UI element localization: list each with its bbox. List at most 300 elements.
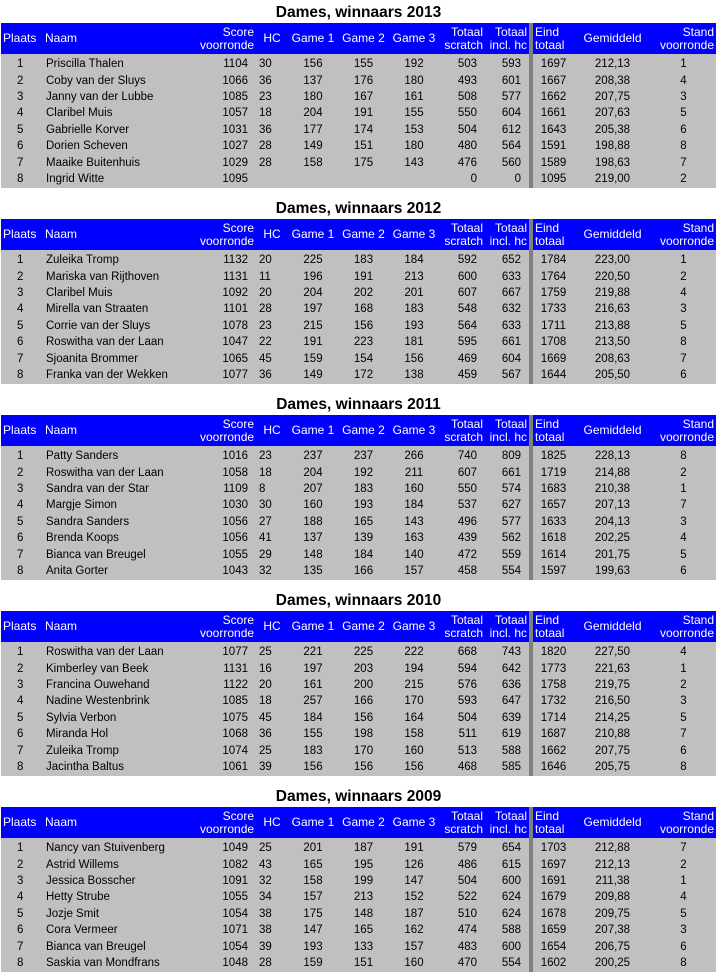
header-gemiddeld [574,23,651,54]
header-stand-voorronde-text: voorronde [659,625,714,640]
cell-naam: Corrie van der Sluys [43,318,198,334]
cell-plaats: 4 [1,693,43,709]
cell-gemiddeld: 207,38 [574,922,651,938]
cell-totaal-scratch: 0 [439,171,485,188]
cell-game-2: 223 [338,334,389,350]
cell-totaal-incl-hc: 627 [485,497,531,513]
cell-game-2: 199 [338,873,389,889]
cell-totaal-incl-hc: 577 [485,514,531,530]
cell-gemiddeld: 228,13 [574,446,651,464]
header-stand-voorronde-text: Stand [682,612,714,627]
cell-totaal-scratch: 522 [439,889,485,905]
cell-game-2: 165 [338,922,389,938]
cell-game-3: 160 [389,481,439,497]
header-plaats [1,611,43,642]
cell-totaal-incl-hc: 554 [485,563,531,580]
header-game-2-text: Game 2 [342,227,385,241]
cell-game-1: 159 [288,955,338,972]
cell-stand-voorronde: 3 [651,693,716,709]
table-row [1,889,716,905]
cell-plaats: 4 [1,105,43,121]
cell-score-voorronde: 1104 [198,54,256,72]
results-table [1,219,716,384]
cell-game-2: 203 [338,660,389,676]
cell-score-voorronde: 1043 [198,563,256,580]
cell-score-voorronde: 1077 [198,367,256,384]
cell-score-voorronde: 1078 [198,318,256,334]
cell-naam: Roswitha van der Laan [43,334,198,350]
header-totaal-scratch-text: Totaal [450,24,483,39]
cell-stand-voorronde: 1 [651,481,716,497]
cell-naam: Anita Gorter [43,563,198,580]
header-totaal-scratch-text: scratch [444,821,483,836]
header-totaal-incl-hc-text: incl. hc [489,821,527,836]
cell-score-voorronde: 1054 [198,906,256,922]
header-game-3-text: Game 3 [392,31,436,45]
cell-totaal-scratch: 513 [439,742,485,758]
cell-plaats: 1 [1,642,43,660]
cell-stand-voorronde: 6 [651,367,716,384]
cell-naam: Bianca van Breugel [43,938,198,954]
cell-stand-voorronde: 1 [651,250,716,268]
header-score-voorronde [198,611,256,642]
cell-game-2: 183 [338,481,389,497]
cell-score-voorronde: 1049 [198,838,256,856]
cell-game-1: 175 [288,906,338,922]
cell-stand-voorronde: 8 [651,334,716,350]
table-row [1,938,716,954]
header-gemiddeld-text: Gemiddeld [583,31,642,45]
cell-stand-voorronde: 7 [651,497,716,513]
cell-totaal-scratch: 503 [439,54,485,72]
cell-gemiddeld: 204,13 [574,514,651,530]
cell-totaal-scratch: 504 [439,710,485,726]
cell-stand-voorronde: 6 [651,122,716,138]
cell-naam: Bianca van Breugel [43,546,198,562]
cell-hc: 28 [256,154,288,170]
cell-score-voorronde: 1048 [198,955,256,972]
cell-game-2: 133 [338,938,389,954]
cell-hc: 38 [256,906,288,922]
header-totaal-incl-hc [485,807,531,838]
cell-eind-totaal: 1697 [531,54,574,72]
cell-eind-totaal: 1659 [531,922,574,938]
cell-game-2: 193 [338,497,389,513]
cell-game-3: 147 [389,873,439,889]
header-totaal-scratch-text: scratch [444,233,483,248]
table-row [1,481,716,497]
cell-totaal-incl-hc: 632 [485,301,531,317]
cell-game-3: 157 [389,938,439,954]
cell-gemiddeld: 212,88 [574,838,651,856]
header-game-1-text: Game 1 [291,619,335,633]
table-row [1,54,716,72]
cell-hc: 25 [256,742,288,758]
header-naam [43,415,198,446]
cell-score-voorronde: 1016 [198,446,256,464]
cell-game-3: 215 [389,677,439,693]
results-section [0,395,717,580]
header-totaal-incl-hc-text: incl. hc [489,429,527,444]
cell-score-voorronde: 1092 [198,285,256,301]
header-plaats [1,807,43,838]
header-game-1 [288,23,338,54]
cell-score-voorronde: 1077 [198,642,256,660]
cell-game-2: 191 [338,268,389,284]
header-plaats [1,415,43,446]
cell-eind-totaal: 1711 [531,318,574,334]
header-totaal-scratch [439,219,485,250]
cell-totaal-incl-hc: 574 [485,481,531,497]
header-gemiddeld [574,611,651,642]
header-stand-voorronde [651,611,716,642]
cell-game-3: 211 [389,464,439,480]
cell-totaal-incl-hc: 567 [485,367,531,384]
header-score-voorronde [198,415,256,446]
header-naam [43,611,198,642]
cell-plaats: 3 [1,873,43,889]
cell-game-1: 191 [288,334,338,350]
cell-plaats: 6 [1,138,43,154]
cell-naam: Zuleika Tromp [43,742,198,758]
cell-plaats: 1 [1,838,43,856]
cell-naam: Nadine Westenbrink [43,693,198,709]
header-totaal-incl-hc-text: Totaal [494,416,527,431]
cell-game-2: 225 [338,642,389,660]
cell-game-3: 222 [389,642,439,660]
cell-hc: 23 [256,318,288,334]
cell-totaal-scratch: 548 [439,301,485,317]
header-game-3 [389,611,439,642]
cell-game-3: 126 [389,856,439,872]
cell-totaal-incl-hc: 564 [485,138,531,154]
cell-stand-voorronde: 2 [651,856,716,872]
header-eind-totaal-text: totaal [535,37,565,52]
cell-hc: 45 [256,710,288,726]
cell-score-voorronde: 1056 [198,514,256,530]
cell-naam: Claribel Muis [43,105,198,121]
cell-game-1: 237 [288,446,338,464]
cell-game-3: 160 [389,955,439,972]
cell-totaal-scratch: 579 [439,838,485,856]
header-totaal-scratch-text: scratch [444,625,483,640]
cell-totaal-incl-hc: 559 [485,546,531,562]
cell-stand-voorronde: 8 [651,759,716,776]
cell-eind-totaal: 1679 [531,889,574,905]
header-eind-totaal-text: Eind [535,612,560,627]
cell-hc: 38 [256,922,288,938]
cell-hc: 11 [256,268,288,284]
header-row [1,219,716,250]
header-hc [256,23,288,54]
cell-game-1: 204 [288,105,338,121]
cell-totaal-incl-hc: 654 [485,838,531,856]
cell-naam: Jessica Bosscher [43,873,198,889]
cell-plaats: 1 [1,446,43,464]
cell-stand-voorronde: 8 [651,138,716,154]
header-stand-voorronde-text: voorronde [659,429,714,444]
cell-hc: 23 [256,446,288,464]
header-hc [256,415,288,446]
cell-naam: Janny van der Lubbe [43,89,198,105]
header-score-voorronde-text: Score [222,612,254,627]
header-eind-totaal-text: Eind [535,24,560,39]
cell-game-1: 197 [288,301,338,317]
table-row [1,660,716,676]
cell-plaats: 5 [1,906,43,922]
cell-game-1: 204 [288,464,338,480]
cell-hc: 32 [256,563,288,580]
cell-game-1: 201 [288,838,338,856]
cell-gemiddeld: 209,75 [574,906,651,922]
table-row [1,955,716,972]
header-game-1-text: Game 1 [291,423,335,437]
cell-totaal-scratch: 564 [439,318,485,334]
cell-game-1: 158 [288,873,338,889]
cell-game-1: 157 [288,889,338,905]
cell-stand-voorronde: 4 [651,889,716,905]
cell-hc: 41 [256,530,288,546]
header-row [1,807,716,838]
cell-totaal-incl-hc: 619 [485,726,531,742]
cell-gemiddeld: 212,13 [574,856,651,872]
cell-eind-totaal: 1662 [531,742,574,758]
cell-game-1: 193 [288,938,338,954]
header-row [1,415,716,446]
header-game-2-text: Game 2 [342,423,385,437]
header-eind-totaal-text: totaal [535,821,565,836]
header-stand-voorronde-text: Stand [682,416,714,431]
header-totaal-scratch-text: Totaal [450,416,483,431]
cell-game-1: 165 [288,856,338,872]
header-gemiddeld [574,219,651,250]
header-eind-totaal [531,611,574,642]
cell-naam: Sjoanita Brommer [43,350,198,366]
cell-game-3 [389,171,439,188]
cell-stand-voorronde: 3 [651,89,716,105]
cell-game-1: 183 [288,742,338,758]
cell-stand-voorronde: 8 [651,446,716,464]
cell-naam: Mariska van Rijthoven [43,268,198,284]
cell-plaats: 6 [1,334,43,350]
cell-stand-voorronde: 7 [651,154,716,170]
cell-totaal-scratch: 496 [439,514,485,530]
cell-eind-totaal: 1602 [531,955,574,972]
cell-eind-totaal: 1820 [531,642,574,660]
header-game-2-text: Game 2 [342,815,385,829]
cell-game-1 [288,171,338,188]
cell-totaal-incl-hc: 0 [485,171,531,188]
cell-totaal-scratch: 576 [439,677,485,693]
table-row [1,742,716,758]
table-row [1,464,716,480]
cell-hc [256,171,288,188]
section-title: Dames, winnaars 2013 [275,4,442,21]
cell-gemiddeld: 227,50 [574,642,651,660]
cell-totaal-incl-hc: 593 [485,54,531,72]
header-stand-voorronde [651,415,716,446]
header-game-3 [389,807,439,838]
cell-hc: 29 [256,546,288,562]
cell-stand-voorronde: 6 [651,742,716,758]
cell-hc: 36 [256,72,288,88]
table-row [1,138,716,154]
cell-totaal-incl-hc: 560 [485,154,531,170]
cell-game-1: 184 [288,710,338,726]
cell-game-1: 148 [288,546,338,562]
table-row [1,856,716,872]
cell-game-2: 187 [338,838,389,856]
cell-score-voorronde: 1122 [198,677,256,693]
cell-eind-totaal: 1589 [531,154,574,170]
header-gemiddeld-text: Gemiddeld [583,815,642,829]
cell-game-3: 187 [389,906,439,922]
cell-game-3: 160 [389,742,439,758]
table-row [1,710,716,726]
cell-totaal-incl-hc: 612 [485,122,531,138]
cell-game-3: 157 [389,563,439,580]
table-row [1,693,716,709]
cell-game-1: 207 [288,481,338,497]
results-table [1,415,716,580]
cell-stand-voorronde: 2 [651,464,716,480]
cell-plaats: 2 [1,856,43,872]
header-totaal-incl-hc-text: incl. hc [489,625,527,640]
table-row [1,514,716,530]
cell-game-3: 170 [389,693,439,709]
cell-totaal-scratch: 470 [439,955,485,972]
header-game-2 [338,807,389,838]
header-totaal-incl-hc-text: Totaal [494,24,527,39]
cell-naam: Cora Vermeer [43,922,198,938]
cell-naam: Kimberley van Beek [43,660,198,676]
cell-hc: 20 [256,285,288,301]
cell-eind-totaal: 1733 [531,301,574,317]
cell-stand-voorronde: 5 [651,318,716,334]
cell-score-voorronde: 1091 [198,873,256,889]
results-section [0,199,717,384]
cell-plaats: 7 [1,546,43,562]
table-row [1,563,716,580]
cell-naam: Margje Simon [43,497,198,513]
cell-gemiddeld: 198,88 [574,138,651,154]
cell-hc: 20 [256,677,288,693]
header-score-voorronde-text: voorronde [200,37,255,52]
results-section [0,591,717,776]
cell-hc: 23 [256,89,288,105]
table-row [1,122,716,138]
header-hc [256,219,288,250]
header-game-3 [389,23,439,54]
cell-eind-totaal: 1708 [531,334,574,350]
cell-eind-totaal: 1825 [531,446,574,464]
cell-plaats: 8 [1,955,43,972]
header-stand-voorronde-text: Stand [682,808,714,823]
cell-plaats: 2 [1,268,43,284]
cell-totaal-incl-hc: 624 [485,906,531,922]
table-row [1,546,716,562]
cell-totaal-scratch: 607 [439,464,485,480]
cell-score-voorronde: 1056 [198,530,256,546]
cell-gemiddeld: 200,25 [574,955,651,972]
header-score-voorronde-text: voorronde [200,429,255,444]
cell-totaal-incl-hc: 647 [485,693,531,709]
cell-naam: Ingrid Witte [43,171,198,188]
header-gemiddeld [574,807,651,838]
header-totaal-scratch [439,807,485,838]
cell-game-3: 180 [389,138,439,154]
cell-game-2: 175 [338,154,389,170]
cell-gemiddeld: 207,63 [574,105,651,121]
cell-plaats: 7 [1,742,43,758]
cell-stand-voorronde: 1 [651,660,716,676]
cell-score-voorronde: 1109 [198,481,256,497]
cell-hc: 22 [256,334,288,350]
cell-stand-voorronde: 2 [651,677,716,693]
cell-game-2: 176 [338,72,389,88]
cell-hc: 18 [256,105,288,121]
cell-game-2: 154 [338,350,389,366]
cell-hc: 36 [256,367,288,384]
cell-hc: 28 [256,138,288,154]
cell-totaal-scratch: 483 [439,938,485,954]
cell-game-1: 159 [288,350,338,366]
header-gemiddeld [574,415,651,446]
cell-totaal-incl-hc: 633 [485,318,531,334]
table-row [1,677,716,693]
header-totaal-scratch-text: Totaal [450,220,483,235]
cell-plaats: 3 [1,481,43,497]
cell-game-3: 138 [389,367,439,384]
header-naam-text: Naam [45,423,78,437]
cell-hc: 45 [256,350,288,366]
header-stand-voorronde-text: voorronde [659,233,714,248]
cell-score-voorronde: 1068 [198,726,256,742]
cell-score-voorronde: 1075 [198,710,256,726]
cell-game-3: 143 [389,514,439,530]
cell-game-1: 135 [288,563,338,580]
cell-game-1: 215 [288,318,338,334]
cell-naam: Jacintha Baltus [43,759,198,776]
header-stand-voorronde [651,807,716,838]
cell-gemiddeld: 213,50 [574,334,651,350]
cell-game-3: 155 [389,105,439,121]
cell-gemiddeld: 209,88 [574,889,651,905]
cell-hc: 30 [256,497,288,513]
cell-game-2: 202 [338,285,389,301]
cell-naam: Maaike Buitenhuis [43,154,198,170]
cell-game-1: 137 [288,530,338,546]
header-eind-totaal-text: totaal [535,625,565,640]
results-table [1,807,716,972]
cell-plaats: 4 [1,497,43,513]
cell-plaats: 8 [1,563,43,580]
cell-totaal-incl-hc: 636 [485,677,531,693]
header-score-voorronde-text: Score [222,808,254,823]
table-row [1,922,716,938]
cell-game-2: 151 [338,955,389,972]
cell-gemiddeld: 205,50 [574,367,651,384]
cell-naam: Priscilla Thalen [43,54,198,72]
cell-score-voorronde: 1074 [198,742,256,758]
cell-stand-voorronde: 3 [651,922,716,938]
cell-totaal-scratch: 504 [439,873,485,889]
table-row [1,268,716,284]
table-row [1,72,716,88]
header-game-1-text: Game 1 [291,815,335,829]
header-plaats-text: Plaats [3,31,37,45]
table-row [1,906,716,922]
